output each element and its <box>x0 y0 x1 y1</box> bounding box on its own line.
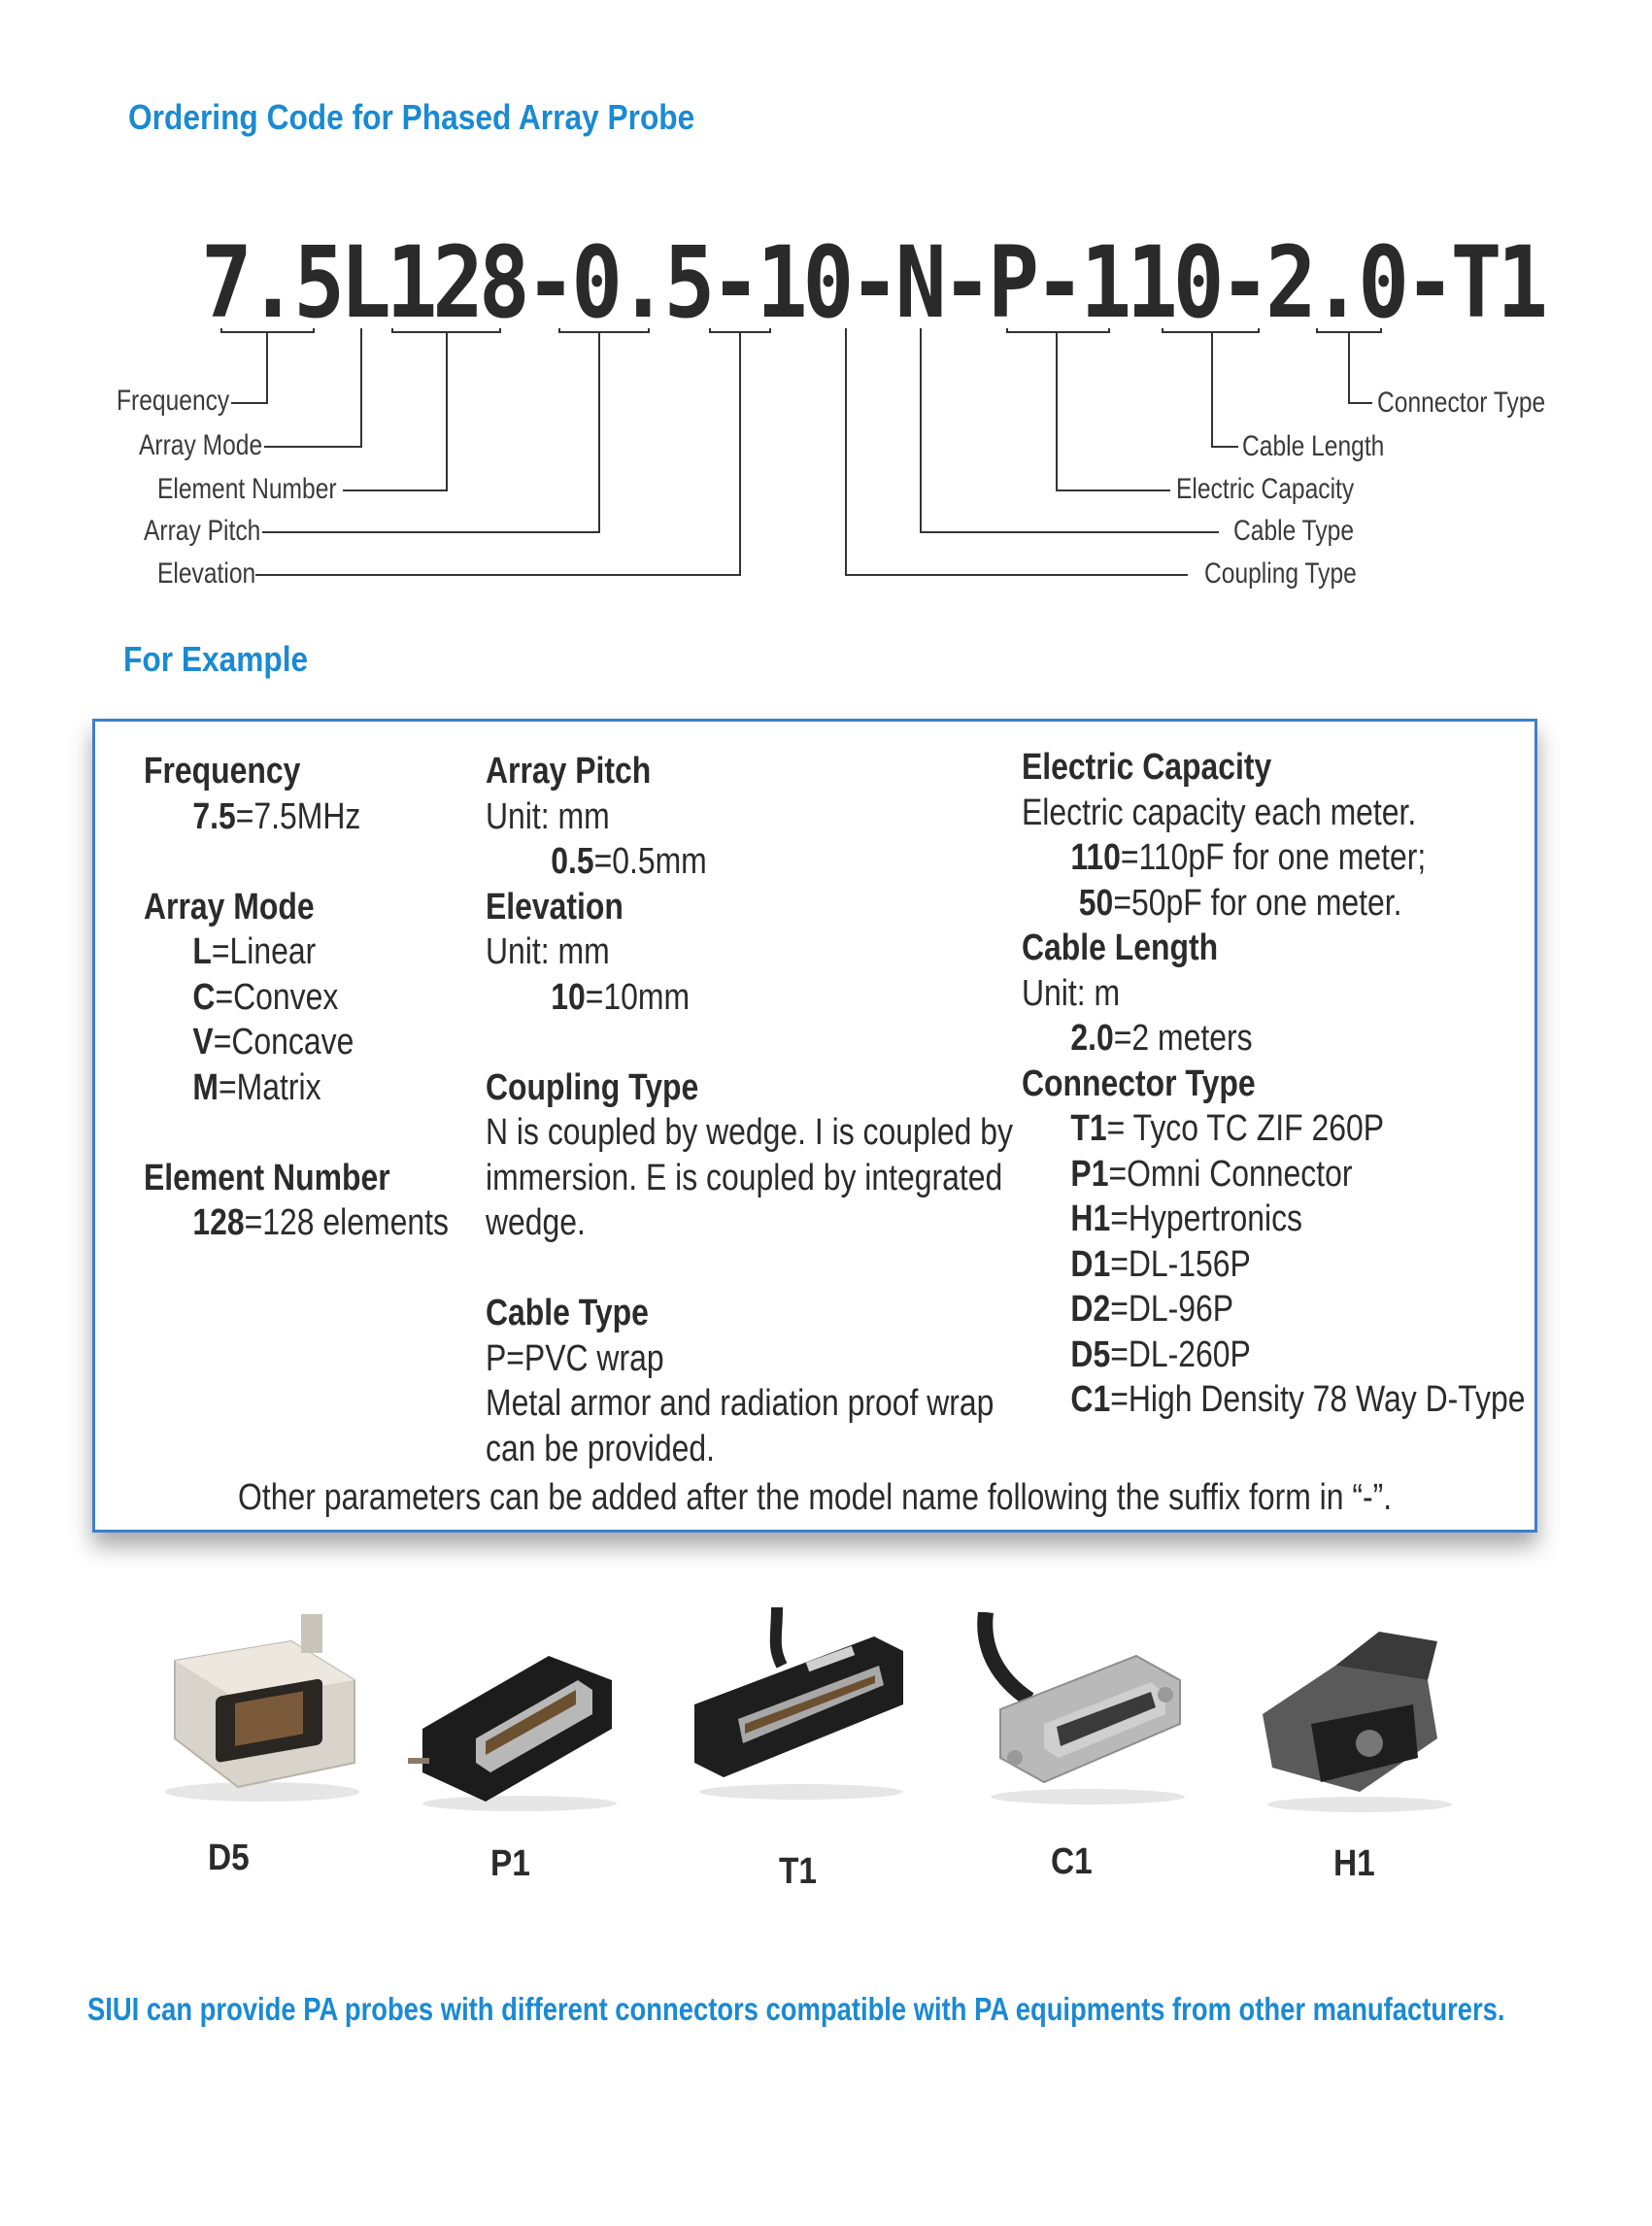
connector-type-item: D1=DL-156P <box>1070 1243 1251 1285</box>
connector-label-c1: C1 <box>1051 1841 1093 1882</box>
example-column-2 <box>486 749 1113 1471</box>
heading-elevation: Elevation <box>486 886 624 928</box>
element-number-item: 128=128 elements <box>192 1202 449 1243</box>
frequency-item: 7.5=7.5MHz <box>192 795 361 837</box>
label-coupling-type: Coupling Type <box>1204 557 1357 590</box>
connector-label-d5: D5 <box>208 1838 250 1878</box>
array-pitch-unit: Unit: mm <box>486 795 610 837</box>
cable-type-text: P=PVC wrap <box>486 1337 664 1379</box>
heading-array-mode: Array Mode <box>144 886 315 928</box>
electric-capacity-desc: Electric capacity each meter. <box>1022 792 1417 833</box>
callout-coupling-type <box>846 328 1188 575</box>
example-footnote: Other parameters can be added after the model name following the suffix form in “-”. <box>238 1477 1393 1518</box>
coupling-type-text: wedge. <box>486 1202 586 1243</box>
coupling-type-text: N is coupled by wedge. I is coupled by <box>486 1112 1013 1153</box>
cable-type-text: can be provided. <box>486 1428 716 1469</box>
ordering-code: 7.5L128-0.5-10-N-P-110-2.0-T1 <box>201 225 1543 341</box>
heading-electric-capacity: Electric Capacity <box>1022 747 1272 788</box>
label-cable-type: Cable Type <box>1233 515 1354 547</box>
label-element-number: Element Number <box>157 473 337 505</box>
label-array-pitch: Array Pitch <box>144 515 261 547</box>
callout-frequency <box>221 328 314 332</box>
heading-frequency: Frequency <box>144 751 301 792</box>
bottom-note: SIUI can provide PA probes with different connectors compatible with PA equipments from other manufacturers. <box>87 1991 1505 2027</box>
heading-cable-length: Cable Length <box>1022 928 1219 968</box>
callout-cable-length <box>1163 328 1259 332</box>
example-column-1 <box>144 749 507 1246</box>
cable-length-item: 2.0=2 meters <box>1070 1018 1253 1059</box>
connector-label-t1: T1 <box>779 1851 818 1892</box>
electric-capacity-item: 110=110pF for one meter; <box>1070 837 1427 878</box>
example-title: For Example <box>123 639 309 679</box>
heading-element-number: Element Number <box>144 1157 390 1198</box>
callout-electric-capacity <box>1007 328 1109 332</box>
label-frequency: Frequency <box>117 385 230 417</box>
cable-length-unit: Unit: m <box>1022 972 1121 1014</box>
array-mode-item: L=Linear <box>192 931 317 972</box>
array-mode-item: C=Convex <box>192 976 339 1018</box>
elevation-unit: Unit: mm <box>486 931 610 972</box>
callout-array-mode <box>264 328 361 447</box>
connector-type-item: C1=High Density 78 Way D-Type <box>1070 1379 1526 1420</box>
heading-cable-type: Cable Type <box>486 1293 649 1333</box>
connector-type-item: D2=DL-96P <box>1070 1289 1234 1330</box>
cable-type-text: Metal armor and radiation proof wrap <box>486 1383 995 1424</box>
electric-capacity-item: 50=50pF for one meter. <box>1078 882 1402 924</box>
connector-label-p1: P1 <box>490 1843 530 1884</box>
callout-element-number <box>392 328 500 332</box>
callout-array-pitch <box>559 328 649 332</box>
page-title: Ordering Code for Phased Array Probe <box>128 97 695 137</box>
heading-array-pitch: Array Pitch <box>486 751 652 792</box>
connector-label-h1: H1 <box>1333 1843 1375 1884</box>
connector-type-item: D5=DL-260P <box>1070 1333 1251 1375</box>
coupling-type-text: immersion. E is coupled by integrated <box>486 1157 1003 1198</box>
connector-p1-icon <box>403 1636 626 1811</box>
connector-t1-icon <box>685 1607 918 1802</box>
heading-connector-type: Connector Type <box>1022 1062 1256 1104</box>
label-electric-capacity: Electric Capacity <box>1176 473 1355 505</box>
label-elevation: Elevation <box>157 557 256 590</box>
label-cable-length: Cable Length <box>1242 430 1385 462</box>
callout-elevation <box>710 328 770 332</box>
connector-d5-icon <box>146 1602 369 1806</box>
array-mode-item: M=Matrix <box>192 1066 321 1108</box>
label-connector-type: Connector Type <box>1377 387 1546 419</box>
connector-type-item: T1= Tyco TC ZIF 260P <box>1070 1108 1384 1149</box>
connector-type-item: P1=Omni Connector <box>1070 1153 1353 1195</box>
heading-coupling-type: Coupling Type <box>486 1066 699 1108</box>
connector-c1-icon <box>971 1612 1195 1806</box>
connector-h1-icon <box>1243 1622 1467 1816</box>
callout-connector-type <box>1317 328 1381 332</box>
array-mode-item: V=Concave <box>192 1022 354 1062</box>
elevation-item: 10=10mm <box>551 976 691 1018</box>
example-column-3 <box>1022 745 1621 1423</box>
callout-cable-type <box>921 328 1219 532</box>
example-box <box>92 719 1537 1533</box>
array-pitch-item: 0.5=0.5mm <box>551 841 707 882</box>
label-array-mode: Array Mode <box>139 429 263 461</box>
connector-type-item: H1=Hypertronics <box>1070 1198 1303 1239</box>
